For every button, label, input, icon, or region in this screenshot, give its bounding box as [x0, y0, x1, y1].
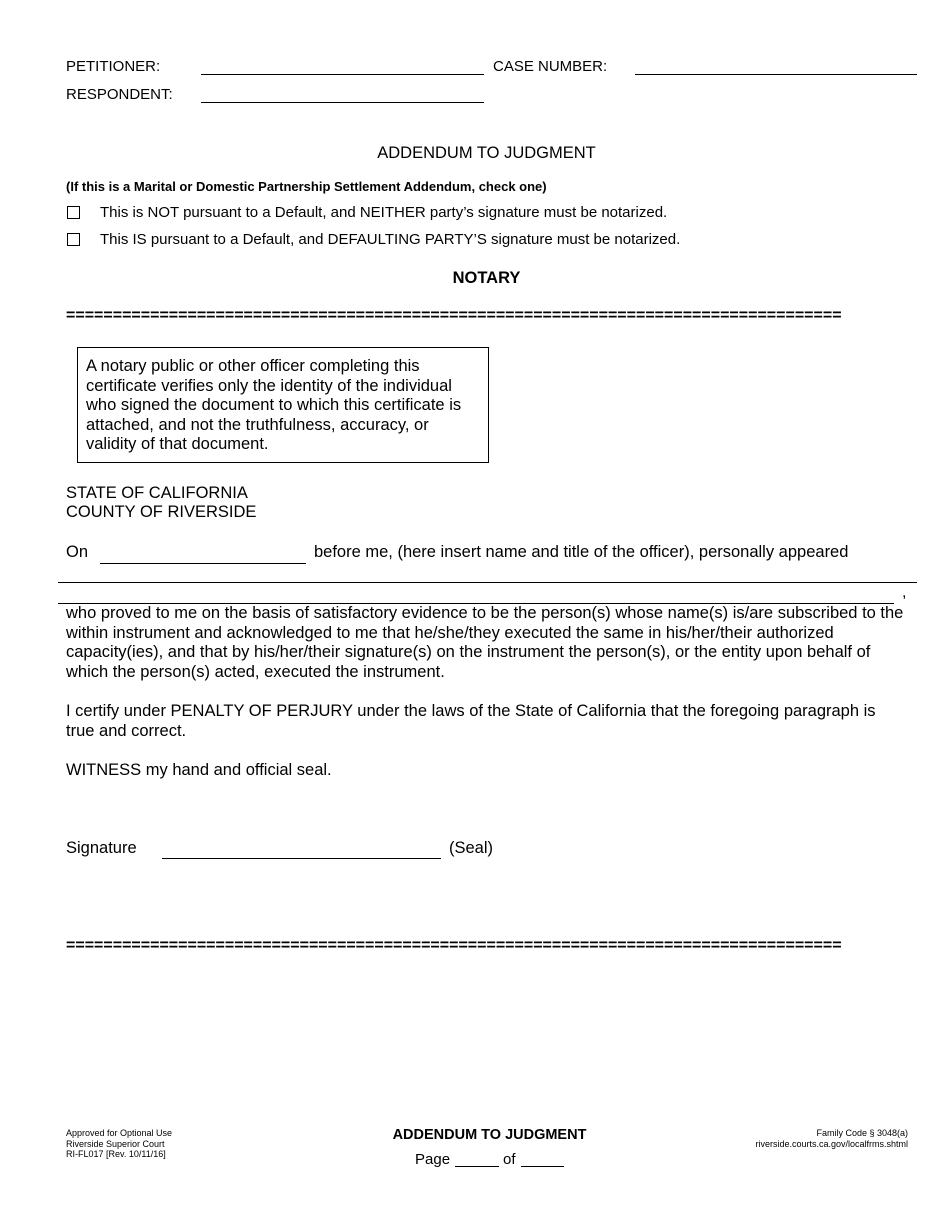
footer-url: riverside.courts.ca.gov/localfrms.shtml	[755, 1138, 908, 1149]
signature-label: Signature	[66, 839, 137, 857]
page-title: ADDENDUM TO JUDGMENT	[377, 144, 596, 162]
before-me-text: before me, (here insert name and title of the officer), personally appeared	[314, 543, 849, 561]
notary-disclaimer-text: A notary public or other officer completing this certificate verifies only the identity of the individual who signed the document to which this certificate is attached, and not the truthfulness, accuracy, or validity of that document.	[86, 357, 462, 453]
date-field[interactable]	[100, 563, 306, 564]
default-option-label: This IS pursuant to a Default, and DEFAULTING PARTY’S signature must be notarized.	[100, 231, 681, 248]
notary-heading: NOTARY	[452, 269, 521, 287]
comma-mark: ,	[902, 584, 907, 601]
footer-page-label: Page	[415, 1151, 451, 1168]
notary-disclaimer-box	[77, 347, 489, 463]
footer-form-id: RI-FL017 [Rev. 10/11/16]	[66, 1149, 166, 1159]
case-number-field[interactable]	[635, 74, 917, 75]
state-line: STATE OF CALIFORNIA	[66, 484, 248, 502]
county-line: COUNTY OF RIVERSIDE	[66, 503, 257, 521]
certify-paragraph: I certify under PENALTY OF PERJURY under the laws of the State of California that the foregoing paragraph is true and correct.	[66, 702, 876, 740]
not-default-checkbox[interactable]	[67, 206, 80, 219]
on-label: On	[66, 543, 89, 561]
separator-bottom: ===================================================================================	[66, 937, 842, 954]
page-total-field[interactable]	[521, 1166, 564, 1167]
footer-court: Riverside Superior Court	[66, 1138, 165, 1149]
footer-of-label: of	[503, 1151, 516, 1168]
settlement-instruction: (If this is a Marital or Domestic Partnership Settlement Addendum, check one)	[66, 179, 547, 194]
respondent-field[interactable]	[201, 102, 484, 103]
petitioner-field[interactable]	[201, 74, 484, 75]
witness-paragraph: WITNESS my hand and official seal.	[66, 761, 332, 779]
footer-right	[755, 1128, 908, 1149]
not-default-option-label: This is NOT pursuant to a Default, and NEITHER party’s signature must be notarized.	[100, 204, 668, 221]
separator-top: ===================================================================================	[66, 307, 842, 324]
respondent-label: RESPONDENT:	[66, 86, 173, 103]
proved-paragraph: who proved to me on the basis of satisfactory evidence to be the person(s) whose name(s) is/are subscribed to the within instrument and acknowledged to me that he/she/they executed the same in his/her/their authorized capacity(ies), and that by his/her/their signature(s) on the instrument the person(s), or the entity upon behalf of which the person(s) acted, executed the instrument.	[66, 604, 904, 681]
default-checkbox[interactable]	[67, 233, 80, 246]
petitioner-label: PETITIONER:	[66, 58, 161, 75]
signature-field[interactable]	[162, 858, 441, 859]
footer-title: ADDENDUM TO JUDGMENT	[392, 1127, 587, 1143]
seal-label: (Seal)	[449, 839, 494, 857]
case-number-label: CASE NUMBER:	[493, 58, 608, 75]
page-number-field[interactable]	[455, 1166, 499, 1167]
footer-family-code: Family Code § 3048(a)	[816, 1128, 908, 1138]
footer-approved: Approved for Optional Use	[66, 1128, 173, 1138]
officer-name-field[interactable]	[58, 582, 917, 583]
